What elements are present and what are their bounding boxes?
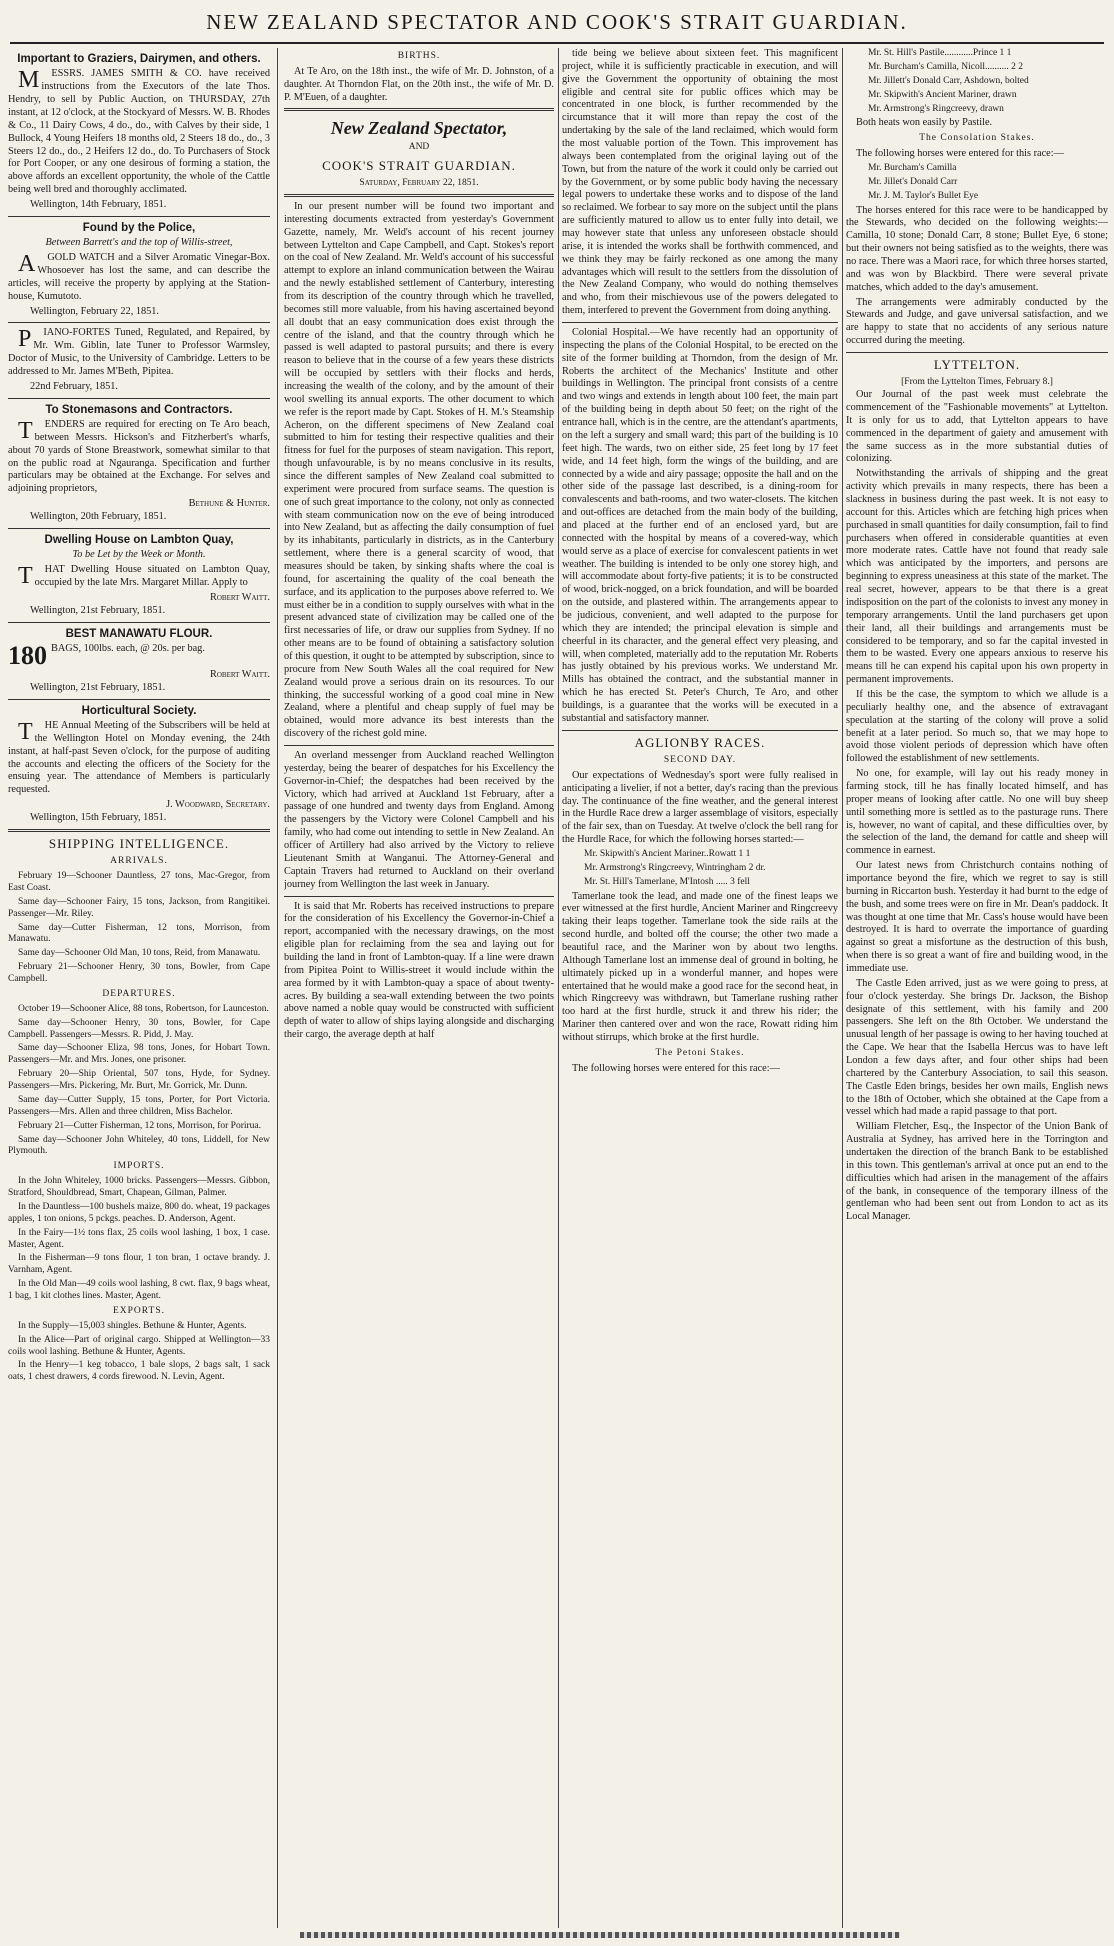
race-result: Both heats won easily by Pastile.: [856, 117, 993, 129]
subsection-heading: The Consolation Stakes.: [919, 133, 1035, 144]
ad-date: Wellington, 21st February, 1851.: [30, 604, 166, 616]
paper-title-and: AND: [408, 141, 430, 152]
race-entry: Mr. St. Hill's Tamerlane, M'Intosh ..... 3 fell: [584, 876, 750, 887]
section-heading: AGLIONBY RACES.: [634, 734, 766, 750]
births-heading: BIRTHS.: [397, 51, 441, 61]
column-rule: [277, 48, 278, 1928]
subsection-heading: SECOND DAY.: [663, 754, 737, 765]
source-note: [From the Lyttelton Times, February 8.]: [901, 377, 1053, 388]
column-rule: [842, 48, 843, 1928]
ad-date: Wellington, February 22, 1851.: [30, 305, 160, 317]
paper-title: New Zealand Spectator,: [330, 118, 508, 139]
column-rule: [558, 48, 559, 1928]
race-paragraph: Our expectations of Wednesday's sport were fully realised in anticipating a livelier, if not a better, day's racing than the previous day. The continuance of the fine weather, and the general interest in the Hurdle Race drew a larger assemblage of visitors, especially of the fair sex, than on Tuesday. At twelve o'clock the bell rang for the Hurdle Race, for which the following horses started:—: [562, 769, 838, 846]
list-item: In the Fisherman—9 tons flour, 1 ton bran, 1 octave brandy. J. Varnham, Agent.: [8, 1253, 270, 1276]
ad-heading: Horticultural Society.: [81, 704, 197, 717]
ad-subheading: To be Let by the Week or Month.: [72, 549, 206, 561]
ad-signature: Bethune & Hunter.: [188, 498, 270, 510]
race-entry: Mr. J. M. Taylor's Bullet Eye: [868, 190, 979, 201]
news-paragraph: If this be the case, the symptom to which we allude is a peculiarly healthy one, and the absence of extravagant speculation at the starting of the colony will prove a solid benefit at a later period. So much so, that we may hope to avoid those violent periods of depression which have often followed the establishment of new settlements.: [846, 688, 1108, 765]
news-paragraph: The Castle Eden arrived, just as we were going to press, at four o'clock yesterday. She brings Dr. Jackson, the Bishop designate of this settlement, with his family and 200 passengers. She left on the 8th October. We understand the unusual length of her passage is owing to her having touched at the Cape. We hear that the Isabella Hercus was to have left London a few days after, and four other ships had been chartered by the Canterbury Association, to sail this season. The Castle Eden brings, besides her own mails, English news to the 18th of October, which she obtained at the Cape from a vessel which had made a rapid passage to that port.: [846, 977, 1108, 1118]
ad-date: Wellington, 21st February, 1851.: [30, 681, 166, 693]
column-1: [8, 48, 270, 1928]
ad-date: 22nd February, 1851.: [30, 380, 118, 392]
ad-signature: J. Woodward, Secretary.: [166, 799, 270, 811]
ad-date: Wellington, 15th February, 1851.: [30, 812, 167, 824]
news-paragraph: Our latest news from Christchurch contains nothing of importance beyond the fire, which we regret to say is still burning in Riccarton bush. Yesterday it had burnt to the edge of the bush, and some trees were on fire in Mr. Dean's paddock. It was thought at one time that Mr. Cass's house would have been destroyed. It is hard to overrate the importance of guarding against so great a misfortune as the destruction of this bush, when there is so great a want of fire and building wood, in the immediate use.: [846, 860, 1108, 974]
race-entry: Mr. St. Hill's Pastile............Prince 1 1: [868, 48, 1012, 58]
list-item: In the Henry—1 keg tobacco, 1 bale slops, 2 bags salt, 1 sack oats, 1 chest drawers, 4 cords firewood. N. Levin, Agent.: [8, 1360, 270, 1383]
ad-body: TENDERS are required for erecting on Te Aro beach, between Messrs. Hickson's and Fitzherbert's wharfs, about 70 yards of Stone Breastwork, somewhat similar to that on the public road at Ngauranga. Specification and further particulars may be obtained at the Exchange. For selves and adjoining proprietors,: [8, 418, 270, 495]
list-item: In the Old Man—49 coils wool lashing, 8 cwt. flax, 9 bags wheat, 1 bag, 1 kit clothes lines. Master, Agent.: [8, 1279, 270, 1302]
ad-body: THE Annual Meeting of the Subscribers will be held at the Wellington Hotel on Monday evening, the 24th instant, at half-past Seven o'clock, for the purpose of auditing the accounts and electing the officers of the Society for the ensuing year. The attendance of Members is particularly requested.: [8, 719, 270, 796]
subsection-heading: EXPORTS.: [112, 1305, 166, 1316]
editorial-paragraph: In our present number will be found two important and interesting documents extracted from yesterday's Government Gazette, namely, Mr. Weld's account of his recent journey between Lyttelton and Cape Campbell, and Capt. Stokes's report on the coal of New Zealand. Mr. Weld's account of his successful attempt to explore an inland communication between the Wairau and the newly established settlement of Canterbury, interesting from its description of the country through which he travelled, becomes still more valuable, from his having ascertained beyond all doubt that an easy communication does exist through the centre of the island, and that the country through which he passed is well adapted to pastoral pursuits; and there is every reason to believe that in the course of a few years these districts will be occupied by settlers with their flocks and herds, increasing the wealth of the colony, and by the amount of their wool swelling its annual exports. The other document to which we refer is the report made by Capt. Stokes of H. M.'s Steamship Acheron, on the different specimens of New Zealand coal submitted to him for testing their respective qualities and their fitness for fuel for the purposes of steam navigation. This report, though unfavourable, is by no means conclusive in its results, since the different samples of New Zealand coal submitted to experiment were procured from surface seams. The question is one of such great importance to the colony, not only as connected with steam communication now on the eve of being introduced into New Zealand, but as affecting the daily consumption of fuel by its inhabitants, particularly in districts, as in the Canterbury settlement, where there is a general scarcity of wood, that measures should be taken, by sinking shafts where the coal is found, for ascertaining the quality of the coal beneath the surface, and its application to the purposes above referred to. We must either be in a condition to supply ourselves with what in the present advanced state of civilization may be called one of the first necessaries of life, or draw our supplies from Sydney. If no other means are to be found of obtaining a satisfactory solution of this question, it ought to be attempted by subscription, since to procure from New South Wales all the coal required for New Zealand would prove a serious drain on its resources. To our thinking, the successful working of a good coal mine in New Zealand, where a plentiful and cheap supply of fuel may be obtained, would more advance its best interests than the discovery of the richest gold mine.: [284, 200, 554, 740]
list-item: In the John Whiteley, 1000 bricks. Passengers—Messrs. Gibbon, Stratford, Shouldbread, Smart, Chapean, Gilman, Palmer.: [8, 1176, 270, 1199]
ad-body: PIANO-FORTES Tuned, Regulated, and Repaired, by Mr. Wm. Giblin, late Tuner to Professor Warmsley, Doctor of Music, to the University of Cambridge. Letters to be addressed to Mr. James M'Beth, Pipitea.: [8, 326, 270, 377]
race-paragraph: The following horses were entered for this race:—: [572, 1062, 780, 1074]
births-text: At Te Aro, on the 18th inst., the wife of Mr. D. Johnston, of a daughter. At Thorndon Flat, on the 20th inst., the wife of Mr. D. P. M'Euen, of a daughter.: [284, 65, 554, 103]
race-paragraph: The horses entered for this race were to be handicapped by the Stewards, who decided on the following weights:—Camilla, 10 stone; Donald Carr, 8 stone; Bullet Eye, 6 stone; but their owners not being satisfied as to the weights, there was no race. There was a Maori race, for which three horses started, and was won by Blackbird. There were several private matches, which added to the day's amusement.: [846, 204, 1108, 293]
ad-date: Wellington, 14th February, 1851.: [30, 198, 167, 210]
list-item: In the Dauntless—100 bushels maize, 800 do. wheat, 19 packages apples, 1 ton onions, 5 pckgs. peaches. D. Anderson, Agent.: [8, 1201, 270, 1224]
paper-title-2: COOK'S STRAIT GUARDIAN.: [322, 157, 516, 173]
page-edge-decoration: [300, 1932, 900, 1938]
list-item: October 19—Schooner Alice, 88 tons, Robertson, for Launceston.: [18, 1003, 269, 1014]
list-item: Same day—Schooner Old Man, 10 tons, Reid, from Manawatu.: [18, 948, 261, 959]
list-item: Same day—Schooner Henry, 30 tons, Bowler, for Cape Campbell. Passengers—Messrs. R. Pidd, J. May.: [8, 1017, 270, 1040]
ad-body: MESSRS. JAMES SMITH & CO. have received instructions from the Executors of the late Thos. Hendry, to sell by Public Auction, on THURSDAY, 27th instant, at 12 o'clock, at the Stockyard of Messrs. W. B. Rhodes & Co., 11 Dairy Cows, 4 do., do., with Calves by their side, 1 Bullock, 4 Young Heifers 18 months old, 2 Steers 18 do., do., 3 Steers 12 do., do., 2 Heifers 12 do., do. To Purchasers of Stock for Port Cooper, or any one desirous of forming a station, the above affords an excellent opportunity, the whole of the Cattle being well bred and thoroughly acclimated.: [8, 67, 270, 196]
subsection-heading: IMPORTS.: [113, 1161, 165, 1172]
column-3: [562, 48, 838, 1928]
list-item: In the Fairy—1½ tons flax, 25 coils wool lashing, 1 box, 1 case. Master, Agent.: [8, 1227, 270, 1250]
subsection-heading: The Petoni Stakes.: [655, 1047, 745, 1058]
ad-heading: Dwelling House on Lambton Quay,: [44, 533, 234, 546]
section-heading: SHIPPING INTELLIGENCE.: [48, 835, 230, 851]
ad-body: THAT Dwelling House situated on Lambton Quay, occupied by the late Mrs. Margaret Millar. Apply to: [18, 563, 270, 590]
news-paragraph: William Fletcher, Esq., the Inspector of the Union Bank of Australia at Sydney, has arrived here in the Torrington and undertaken the direction of the branch Bank to be established in this town. This gentleman's arrival at once put an end to the difficulties which had arisen in the management of the affairs of the bank, in consequence of the temporary illness of the gentleman who had been sent out from London to act as its Local Manager.: [846, 1121, 1108, 1223]
race-paragraph: Tamerlane took the lead, and made one of the finest leaps we ever witnessed at the first hurdle, Ancient Mariner and Ringcreevy taking their leaps together. Tamerlane took the side rails at the second hurdle, and bolted off the course; the other two made a beautiful race, and the Mariner won by about two lengths. Although Tamerlane lost an immense deal of ground in bolting, he ultimately picked up in a wonderful manner, and hopes were entertained that he would make a good race for the second heat, in which Ringcreevy was withdrawn, but Tamerlane rushing rather too hard at the first hurdle, struck it and threw his rider; the Mariner then cantered over and won the race, Rowatt riding him without stirrups, which broke at the first hurdle.: [562, 890, 838, 1044]
list-item: February 21—Cutter Fisherman, 12 tons, Morrison, for Porirua.: [18, 1120, 262, 1131]
news-paragraph: Our Journal of the past week must celebrate the commencement of the "Fashionable movements" at Lyttelton. It is only for us to add, that Lyttelton appears to have commenced in the department of gaiety and amusement with the same success as in the more substantial duties of colonizing.: [846, 389, 1108, 465]
race-entry: Mr. Skipwith's Ancient Mariner, drawn: [868, 89, 1017, 100]
race-paragraph: The arrangements were admirably conducted by the Stewards and Judge, and gave universal satisfaction, and we are happy to state that no accidents of any serious nature occurred during the meeting.: [846, 296, 1108, 347]
flour-quantity: 180: [8, 642, 47, 669]
list-item: February 19—Schooner Dauntless, 27 tons, Mac-Gregor, from East Coast.: [8, 871, 270, 893]
race-entry: Mr. Armstrong's Ringcreevy, Wintringham 2 dr.: [584, 862, 766, 873]
ad-heading: BEST MANAWATU FLOUR.: [65, 627, 213, 640]
ad-signature: Robert Waitt.: [209, 668, 270, 680]
ad-body: BAGS, 100lbs. each, @ 20s. per bag.: [51, 642, 205, 654]
list-item: Same day—Schooner Eliza, 98 tons, Jones, for Hobart Town. Passengers—Mr. and Mrs. Jones, one prisoner.: [8, 1043, 270, 1066]
list-item: Same day—Cutter Supply, 15 tons, Porter, for Port Victoria. Passengers—Mrs. Allen and three children, Miss Bachelor.: [8, 1094, 270, 1117]
race-entry: Mr. Burcham's Camilla, Nicoll.......... 2 2: [868, 61, 1024, 72]
ad-heading: Found by the Police,: [82, 221, 196, 234]
ad-heading: To Stonemasons and Contractors.: [45, 403, 233, 416]
ad-date: Wellington, 20th February, 1851.: [30, 511, 167, 523]
ad-signature: Robert Waitt.: [209, 591, 270, 603]
race-entry: Mr. Jillet's Donald Carr: [868, 176, 958, 187]
editorial-paragraph: An overland messenger from Auckland reached Wellington yesterday, being the bearer of despatches for his Excellency the Governor-in-Chief; the despatches had been received by the Victory, which had arrived at Auckland 1st February, after a passage of one hundred and twenty days from England. Among the passengers by the Victory were Colonel Campbell and his family, who had come out intending to settle in New Zealand. An officer of Artillery had also arrived by the Victory to relieve Lieutenant Smith at Wanganui. The Attorney-General and Captain Travers had returned to Auckland on their overland journey from Wellington the last week in January.: [284, 750, 554, 890]
subsection-heading: DEPARTURES.: [102, 988, 176, 999]
race-entry: Mr. Armstrong's Ringcreevy, drawn: [868, 103, 1004, 114]
news-paragraph: No one, for example, will lay out his ready money in farming stock, till he has finally located himself, and has proper means of looking after cattle. No one will buy sheep until something more is settled as to the pasturage runs. There is, however, no want of capital, and these difficulties over, by the selection of the land, the demand for cattle and sheep will commence in earnest.: [846, 768, 1108, 857]
subsection-heading: ARRIVALS.: [110, 856, 168, 867]
ad-heading: Important to Graziers, Dairymen, and others.: [17, 53, 261, 65]
editorial-paragraph: Colonial Hospital.—We have recently had an opportunity of inspecting the plans of the Colonial Hospital, to be erected on the site of the former building at Thorndon, from the design of Mr. Roberts the architect of the Mechanics' Institute and other buildings in Wellington. The principal front consists of a centre and two wings and extends in length about 100 feet, the main part of the building being in depth about 50 feet; on the right of the entrance hall, which is in the centre, are the attendant's apartments, on the left a surgery and small ward; this part of the building is 10 feet high. The wards, two on either side, 25 feet long by 17 feet wide, and 14 feet high, form the wings of the building, and are connected by a wide and airy passage; opposite the hall and on the other side of the passage last described, is a dining-room for convalescents and bath-rooms, and two water-closets. The kitchen and out-offices are detached from the main body of the building, and placed at the further end of an enclosed yard, but are connected with the hospital by means of a covered-way, which would serve as a place of exercise for convalescent patients in wet weather. The building is intended to be only one storey high, and will accommodate about forty-five patients; it is to be constructed of wood, brick-nogged, on a brick foundation, and will be boarded on the outside, and plastered within. The arrangements appear to be judicious, convenient, and well adapted to the purpose for which they are intended; the principal elevation is simple and cheerful in its character, and the general effect very pleasing, and will, when completed, materially add to the reputation Mr. Roberts has justly obtained by his previous works. We understand Mr. Mills has obtained the contract, and the substantial manner in which he has erected St. Peter's Church, Te Aro, and other buildings, is a guarantee that the works will be executed in a substantial and satisfactory manner.: [562, 327, 838, 724]
list-item: In the Alice—Part of original cargo. Shipped at Wellington—33 coils wool lashing. Bethune & Hunter, Agents.: [8, 1334, 270, 1357]
race-entry: Mr. Burcham's Camilla: [868, 162, 957, 173]
top-rule: [10, 42, 1104, 44]
editorial-paragraph: tide being we believe about sixteen feet. This magnificent project, while it is sufficiently practicable in execution, and will give the Government the opportunity of obtaining the most eligible and central site for public offices which may be concentrated in one block, is further recommended by the circumstance that it will more than repay the cost of the undertaking by the sale of the land reclaimed, which would form the most valuable portion of the Town. This improvement has always been contemplated from the original laying out of the Town, but from the nature of the work it could only be carried out by the Government, or by some public body having the necessary legal powers to undertake these works and to dispose of the land so reclaimed. We forbear to say more on the subject until the plans are sufficiently matured to allow us to enter fully into detail, we may however state that unless any unforeseen obstacle should arise, it is intended the works shall be forthwith commenced, and we think they may be fairly reckoned as one among the many advantages which will result to the settlers from the dissolution of the New Zealand Company, who would do nothing themselves and who, from their mischievous use of the powers delegated to them, interfered to prevent the Government from doing anything.: [562, 48, 838, 317]
race-paragraph: The following horses were entered for this race:—: [856, 148, 1064, 160]
list-item: In the Supply—15,003 shingles. Bethune & Hunter, Agents.: [18, 1320, 247, 1331]
list-item: Same day—Cutter Fisherman, 12 tons, Morrison, from Manawatu.: [8, 922, 270, 945]
list-item: Same day—Schooner John Whiteley, 40 tons, Liddell, for New Plymouth.: [8, 1134, 270, 1157]
issue-date: Saturday, February 22, 1851.: [359, 178, 479, 189]
column-4: [846, 48, 1108, 1928]
list-item: February 21—Schooner Henry, 30 tons, Bowler, from Cape Campbell.: [8, 962, 270, 985]
ad-body: AGOLD WATCH and a Silver Aromatic Vinegar-Box. Whosoever has lost the same, and can describe the articles, will receive the property by applying at the Station-house, Kumutoto.: [8, 251, 270, 302]
race-entry: Mr. Skipwith's Ancient Mariner..Rowatt 1 1: [584, 848, 751, 859]
race-entry: Mr. Jillett's Donald Carr, Ashdown, bolted: [868, 75, 1029, 86]
list-item: February 20—Ship Oriental, 507 tons, Hyde, for Sydney. Passengers—Mrs. Pickering, Mr. Burt, Mr. Gorrick, Mr. Dunn.: [8, 1069, 270, 1092]
masthead: NEW ZEALAND SPECTATOR AND COOK'S STRAIT GUARDIAN.: [206, 10, 908, 34]
ad-subheading: Between Barrett's and the top of Willis-street,: [45, 237, 233, 249]
editorial-paragraph: It is said that Mr. Roberts has received instructions to prepare for the consideration of his Excellency the Governor-in-Chief a report, accompanied with the necessary drawings, on the most eligible plan for reclaiming from the sea and laying out for building the land in front of Lambton-quay. If a line were drawn from Pipitea Point to Willis-street it would include within the area formed by it with Lambton-quay a space of about twenty-acres. By building a sea-wall extending between the two points above named a noble quay would be constructed with sufficient depth of water to allow of ships laying alongside and discharging their cargo, the average depth at half: [284, 900, 554, 1041]
section-heading: LYTTELTON.: [933, 357, 1021, 373]
news-paragraph: Notwithstanding the arrivals of shipping and the great activity which prevails in many respects, there has been a slackness in business during the past week. It is not easy to account for this. Articles which are fetching high prices when purchased in small quantities for daily consumption, fail to find purchasers when offered in considerable quantities at even more moderate rates. Cattle have not found that ready sale which was anticipated by the importers, and persons are beginning to express uneasiness at this state of the market. The real secret, however, appears to be that there is a great indisposition on the part of the colonists to invest any money in temporary arrangements. Until the land purchasers get upon their land, all their buildings and arrangements must be considered to be temporary, and so far the capital invested in them to be wasted. Every one appears anxious to reserve his means till he can expend his capital upon his own property in permanent improvements.: [846, 468, 1108, 686]
column-2: [284, 48, 554, 1928]
list-item: Same day—Schooner Fairy, 15 tons, Jackson, from Rangitikei. Passenger—Mr. Riley.: [8, 896, 270, 919]
